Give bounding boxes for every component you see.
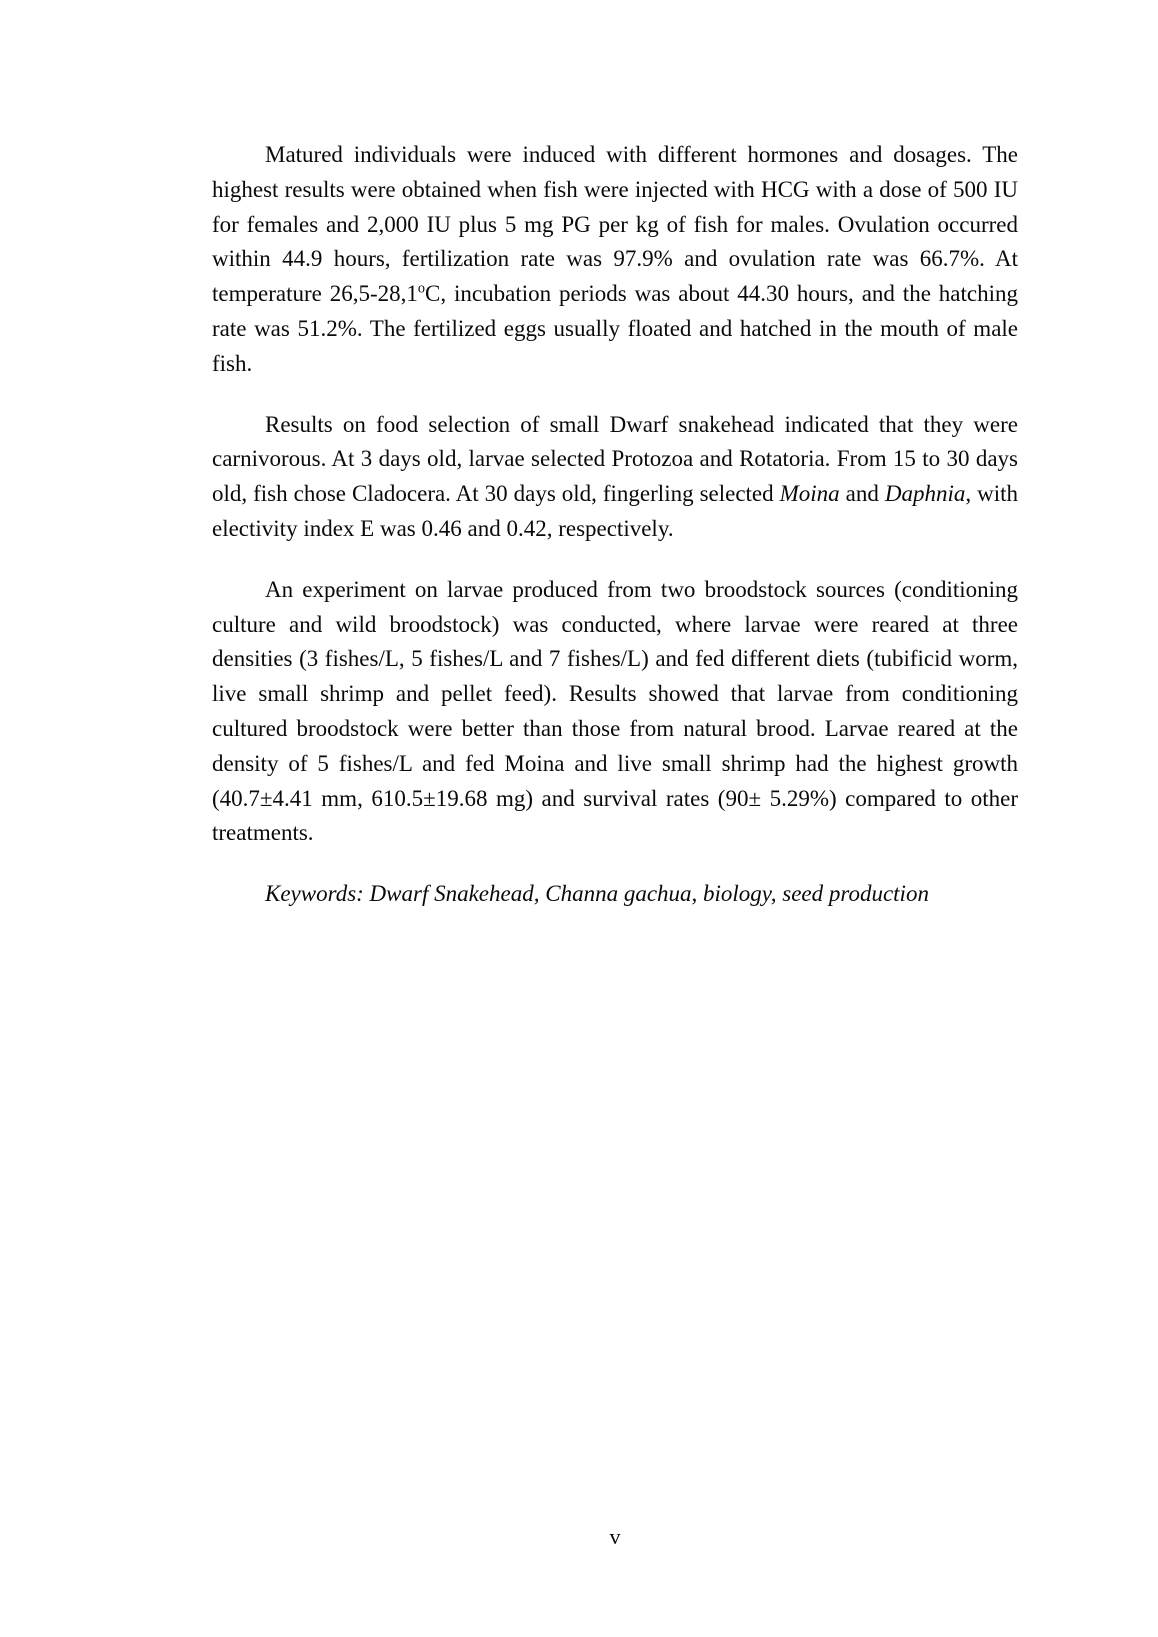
paragraph-larvae-experiment: [212, 573, 1018, 851]
text-segment: and: [839, 481, 885, 507]
text-segment: C, incubation periods was about 44.30 hours, and the hatching rate was 51.2%. The fertilized eggs usually floated and hatched in the mouth of male fish.: [212, 281, 1018, 376]
text-segment: Matured individuals were induced with different hormones and dosages. The highest results were obtained when fish were injected with HCG with a dose of 500 IU for females and 2,000 IU plus 5 mg PG per kg of fish for males. Ovulation occurred within 44.9 hours, fertilization rate was 97.9% and ovulation rate was 66.7%. At temperature 26,5-28,1: [212, 142, 1018, 307]
text-segment: Daphnia: [884, 481, 966, 507]
text-segment: An experiment on larvae produced from two broodstock sources (conditioning culture and wild broodstock) was conducted, where larvae were reared at three densities (3 fishes/L, 5 fishes/L and 7 fishes/L) and fed different diets (tubificid worm, live small shrimp and pellet feed). Results showed that larvae from conditioning cultured broodstock were better than those from natural brood. Larvae reared at the density of 5 fishes/L and fed Moina and live small shrimp had the highest growth (40.7±4.41 mm, 610.5±19.68 mg) and survival rates (90± 5.29%) compared to other treatments.: [212, 576, 1018, 846]
page-number: v: [609, 1524, 621, 1549]
text-segment: o: [417, 280, 426, 297]
paragraph-induced-spawning: [212, 138, 1018, 382]
text-segment: , with electivity index E was 0.46 and 0.42, respectively.: [212, 481, 1018, 541]
text-segment: Results on food selection of small Dwarf snakehead indicated that they were carnivorous. At 3 days old, larvae selected Protozoa and Rotatoria. From 15 to 30 days old, fish chose Cladocera. At 30 days old, fingerling selected: [212, 411, 1018, 507]
abstract-text-block: [212, 138, 1018, 938]
text-segment: Moina: [779, 481, 840, 507]
paragraph-food-selection: [212, 408, 1018, 547]
text-segment: Keywords: Dwarf Snakehead, Channa gachua, biology, seed production: [265, 881, 929, 907]
paragraph-keywords: [212, 877, 1018, 912]
